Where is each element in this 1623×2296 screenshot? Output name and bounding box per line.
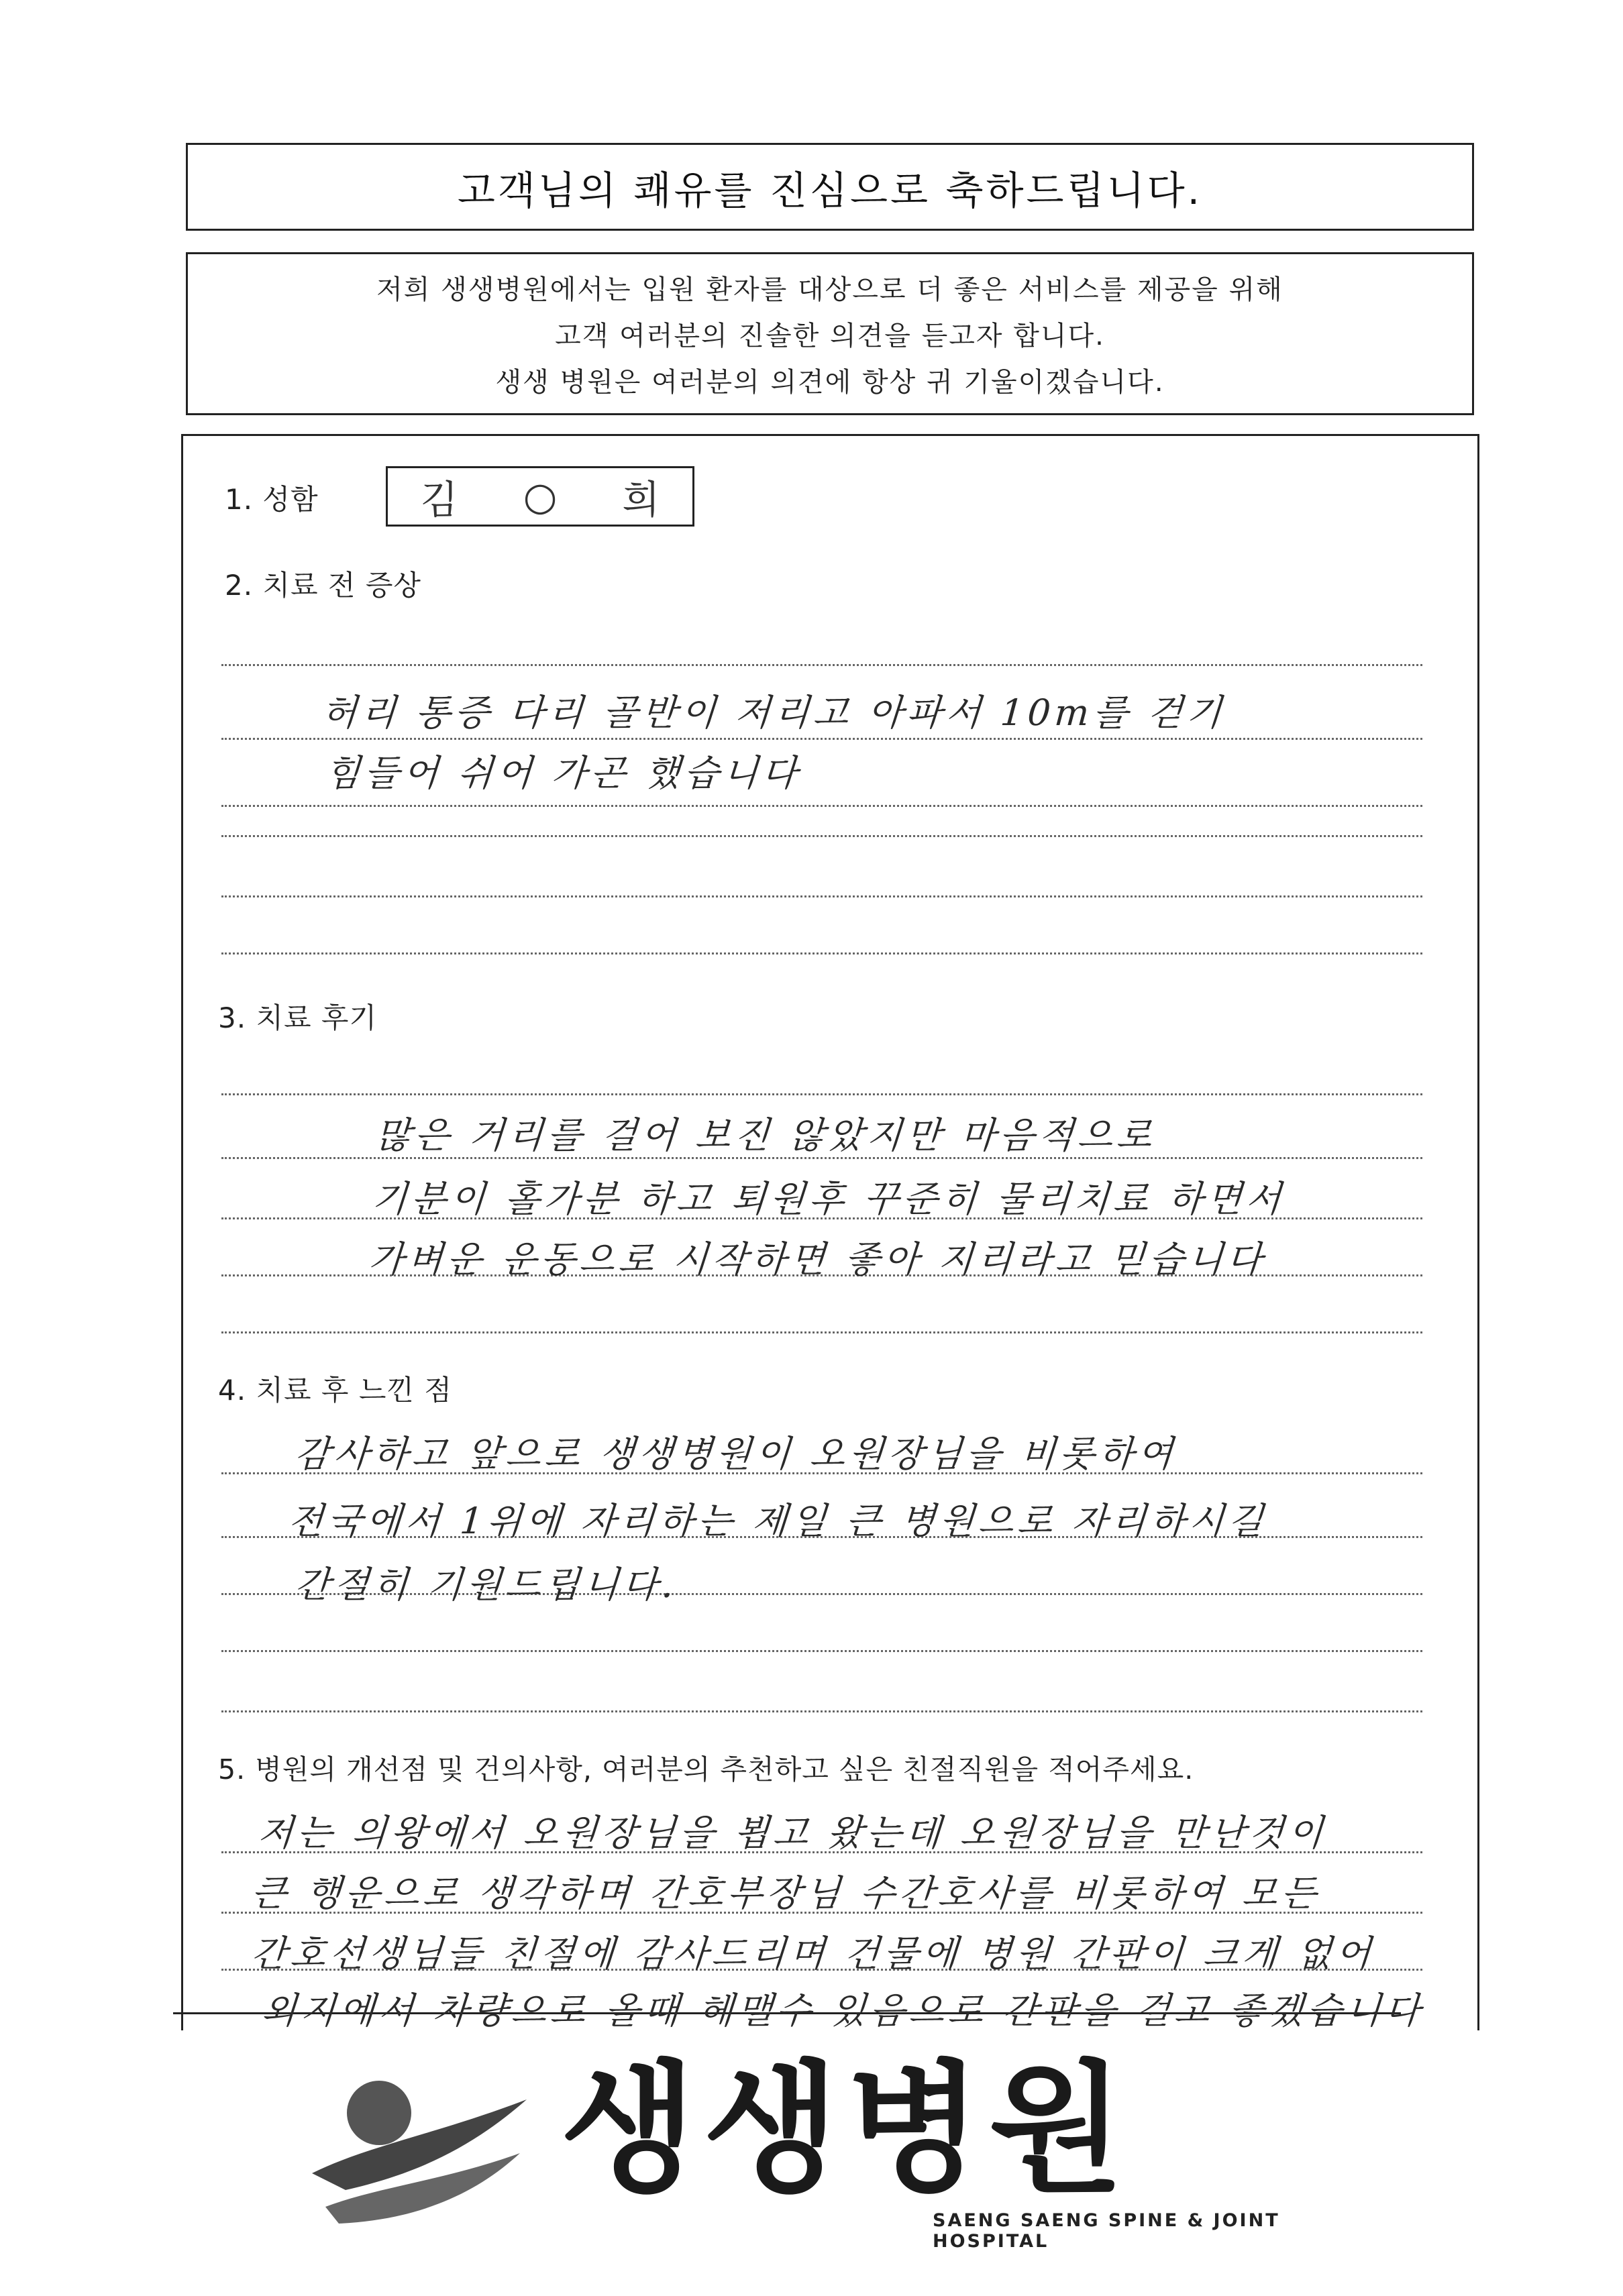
answer-line [221, 895, 1422, 897]
intro-line-3: 생생 병원은 여러분의 의견에 항상 귀 기울이겠습니다. [495, 367, 1165, 398]
q5-answer-line-1[interactable]: 저는 의왕에서 오원장님을 뵙고 왔는데 오원장님을 만난것이 [256, 1812, 1329, 1854]
answer-line [221, 952, 1422, 954]
answer-line [221, 835, 1422, 837]
title-box [186, 143, 1474, 231]
name-field[interactable] [386, 466, 694, 527]
answer-line [221, 1650, 1422, 1652]
figure-mark-icon [305, 2073, 533, 2234]
intro-box [186, 252, 1474, 415]
answer-line [221, 805, 1422, 807]
answer-line [221, 1710, 1422, 1712]
q4-label: 4. 치료 후 느낀 점 [218, 1374, 452, 1407]
q3-answer-line-3[interactable]: 가벼운 운동으로 시작하면 좋아 지리라고 믿습니다 [367, 1238, 1268, 1280]
answer-line [221, 738, 1422, 740]
name-part-1: 김 [420, 477, 458, 523]
intro-line-1: 저희 생생병원에서는 입원 환자를 대상으로 더 좋은 서비스를 제공을 위해 [376, 274, 1284, 305]
q3-label: 3. 치료 후기 [218, 1001, 378, 1034]
answer-line [221, 1093, 1422, 1095]
name-part-2: ○ [523, 474, 558, 519]
q3-answer-line-1[interactable]: 많은 거리를 걸어 보진 않았지만 마음적으로 [374, 1114, 1157, 1156]
answer-line [221, 664, 1422, 666]
q5-answer-line-2[interactable]: 큰 행운으로 생각하며 간호부장님 수간호사를 비롯하여 모든 [250, 1872, 1322, 1914]
name-part-3: 희 [622, 477, 660, 523]
q5-answer-line-3[interactable]: 간호선생님들 친절에 감사드리며 건물에 병원 간판이 크게 없어 [250, 1932, 1377, 1975]
hospital-logo [305, 2047, 1325, 2274]
q4-answer-line-3[interactable]: 간절히 기원드립니다. [293, 1564, 679, 1606]
q5-label: 5. 병원의 개선점 및 건의사항, 여러분의 추천하고 싶은 친절직원을 적어주세요. [218, 1753, 1194, 1786]
logo-wordmark: 생생병원 [560, 2047, 1132, 2211]
q2-label: 2. 치료 전 증상 [225, 569, 421, 602]
survey-title: 고객님의 쾌유를 진심으로 축하드립니다. [457, 167, 1203, 213]
logo-subtitle: SAENG SAENG SPINE & JOINT HOSPITAL [933, 2210, 1280, 2252]
answer-line [221, 1331, 1422, 1333]
q4-answer-line-1[interactable]: 감사하고 앞으로 생생병원이 오원장님을 비롯하여 [293, 1433, 1179, 1475]
q4-answer-line-2[interactable]: 전국에서 1위에 자리하는 제일 큰 병원으로 자리하시길 [286, 1500, 1269, 1542]
q5-answer-line-4[interactable]: 외지에서 차량으로 올때 헤맬수 있음으로 간판을 걸고 좋겠습니다 [260, 1989, 1426, 2032]
q2-answer-line-1[interactable]: 허리 통증 다리 골반이 저리고 아파서 10m를 걷기 [320, 692, 1227, 734]
q1-label: 1. 성함 [225, 483, 319, 516]
q3-answer-line-2[interactable]: 기분이 홀가분 하고 퇴원후 꾸준히 물리치료 하면서 [370, 1178, 1287, 1220]
q2-answer-line-2[interactable]: 힘들어 쉬어 가곤 했습니다 [323, 752, 803, 794]
intro-line-2: 고객 여러분의 진솔한 의견을 듣고자 합니다. [555, 321, 1105, 351]
